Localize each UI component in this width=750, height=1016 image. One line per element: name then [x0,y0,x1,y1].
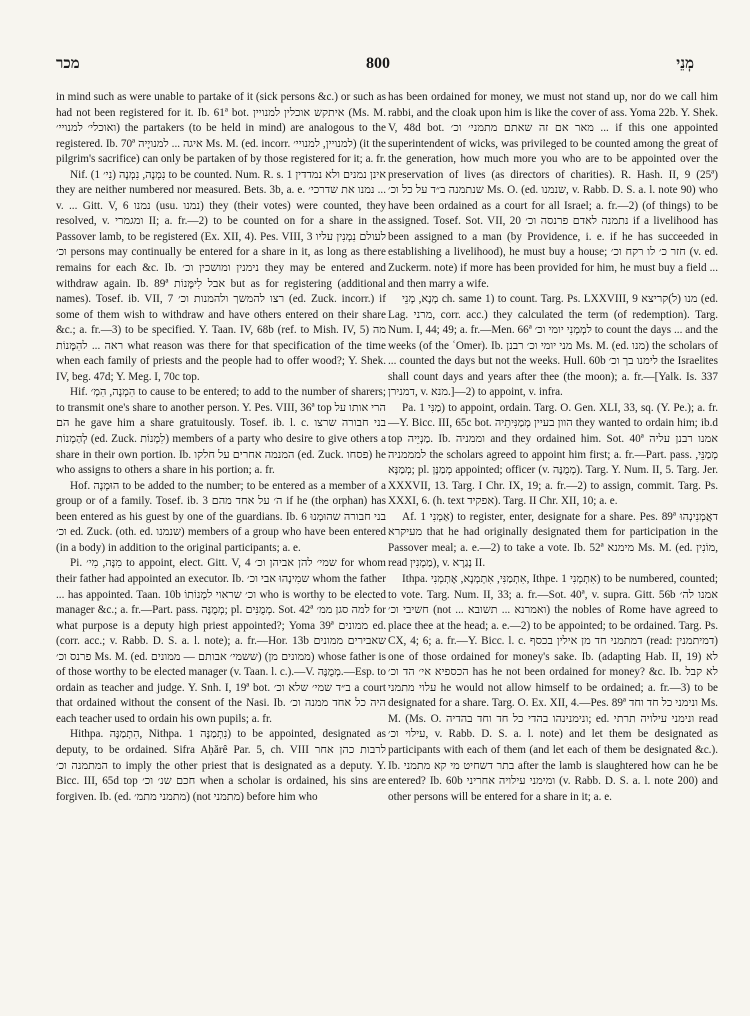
right-paragraph: Af. אַמְנִי 1) to register, enter, designate for a share. Pes. 89ª דאֲמְנִינְהוּ מעיקרא that he had originally designated them for participation in the Passover meal; a. e.—2) to take a vote. Ib. 52ª מימנא Ms. M. (ed. מוֹנִין, read מַמְנִין), v. נְגַרָא II. [388,510,718,570]
left-column [56,90,386,1000]
right-paragraph: Ithpa. אִתְמַנִּי, אִתְמְנָא, אֶתְמְנִי, Ithpe. אִתְמְנִי 1) to be numbered, counted; to vote. Targ. Num. II, 33; a. fr.—Sot. 40ª, v. supra. Gitt. 56b אמנו לה׳ חשיבי וכ׳ (not ... ואמרנא ... תשובא) the nobles of Rome have agreed to place thee at the head; a. e.—2) to be appointed; to be ordained. Targ. Ps. CX, 4; 6; a. fr.—Y. Bicc. l. c. דמתמני חד מן אילין בכסף (read: דמיתמנין) one of those ordained for money's sake. Ib. (adapting Hab. II, 19) לא הכספיא אי׳ הד וכ׳ has he not been ordained for money? &c. Ib. לא קבל עלוי מתמני he would not allow himself to be ordained; a. fr.—3) to be designated for a share. Targ. O. Ex. XII, 4.—Pes. 89ª ונימני כל חד וחד Ms. M. (Ms. O. ונימנינהו בהדי כל חד וחד בהדיה; ed. ונימני עילויה תרתי read עילוי וכ׳, v. Rabb. D. S. a. l. note) and let them be designated as participants with each of them (and let each of them be designated &c.). Ib. בתר דשחיט מי קא מתמני after the lamb is slaughtered how can he be entered? Ib. 60b ומימני עילויה אחריני (v. Rabb. D. S. a. l. note 200) and other persons will be entered for a share in it; a. e. [388,572,718,803]
header-left-word: מכר [56,55,80,72]
left-paragraph: Hithpa. הִתְמַנָּה, Nithpa. נִתְמַנָּה 1) to be appointed, designated as deputy, to be ordained. Sifra Aḥărê Par. 5, ch. VIII לרבות כהן אחר המתמנה וכ׳ to imply the other priest that is designated as a deputy. Y. Bicc. III, 65d top חכם שנ׳ וכ׳ when a scholar is ordained, his sins are forgiven. Ib. (ed. מתמני מתמ׳) (not מתמני) before him who [56,728,386,803]
left-paragraph: Pi. מִנָּה, מִי׳ to appoint, elect. Gitt. V, 4 שמי׳ להן אביהן וכ׳ for whom their father had appointed an executor. Ib. שמִינָהוּ אבי וכ׳ whom the father ... has appointed. Taan. 10b וכ׳ שראוי למְנוֹתוֹ who is worthy to be elected manager &c.; a. fr.—Part. pass. מְמֻנֶּה; pl. מְמֻנִּים. Sot. 42ª למה סגן ממ׳ for what purpose is a deputy high priest appointed?; Yoma 39ª ממונים ed. (corr. acc.; v. Rabb. D. S. a. l. note); a. fr.—Hor. 13b שאבירים ממונים פרנס וכ׳ Ms. M. (ed. ששמי׳ אבותם — ממונים) (ממונים מן) whose father is of those worthy to be elected manager (v. Taan. l. c.).—V. מְמֻנֶּה.—Esp. to ordain as teacher and judge. Y. Snh. I, 19ª bot. ב״ד שמי׳ שלא וכ׳ a court that ordained without the consent of the Nasi. Ib. היה כל אחד ממנה וכ׳ each teacher used to ordain his own pupils; a. fr. [56,557,386,725]
header-right-word: מְנֵי [676,55,694,72]
left-paragraph: Hif. הִמְנָה, הִמְ׳ to cause to be entered; to add to the number of sharers; to transmit one's share to another person. Y. Pes. VIII, 36ª top הרי אותו על הם he gave him a share gratuitously. Tosef. ib. l. c. בני חבורה שרצו לְהַמְנוֹת (ed. Zuck. לִמְנוֹת) members of a party who desire to give others a share in their own portion. Ib. המנמה אחרים על חלקו (ed. Zuck. פסחו) he who assigns to others a share in his portion; a. fr. [56,386,386,477]
left-paragraph: Nif. נִמְנָה, נִמְנָה (נִי׳ 1) to be counted. Num. R. s. 1 אינן נמנים ולא נמדדין they are neither numbered nor measured. Bets. 3b, a. e. נמנו את שדרכי׳ ... v. ... Gitt. V, 6 נמנו (usu. נמנו) they (their votes) were counted, they resolved, v. ומגמרי II; a. fr.—2) to be counted on for a share in the Passover lamb, to be registered (Ex. XII, 4). Pes. VIII, 3 לעולם נִמְנִין עליו וכ׳ persons may continually be entered for a share in it, as long as there remains for each &c. Ib. נימנין ומושכין וכ׳ they may be entered and withdraw again. Ib. 89ª אבל לִימָּנוֹת but as for registering (additional names). Tosef. ib. VII, 7 רצו להמשך ולהמנות וכ׳ (ed. Zuck. incorr.) if some of them wish to withdraw and have others entered on their share &c.; a. fr.—3) to be specified. Y. Taan. IV, 68b (ref. to Mish. IV, 5) מה ראה ... להִמָּנוֹת what reason was there for that specification of the time when each family of priests and the people had to offer wood?; Y. Shek. IV, beg. 47d; Y. Meg. I, 70c top. [56,168,386,383]
right-column [388,90,718,1000]
right-paragraph: Pa. מַנִּי 1) to appoint, ordain. Targ. O. Gen. XLI, 33, sq. (Y. Pe.); a. fr.—Y. Bicc. III, 65c bot. הוון בעיין מְמַנִּיתֵיה they wanted to ordain him; ib.d top מַנְיֵיה. Ib. וממניה and they ordained him. Sot. 40ª אמנו רבנן עליה למממניה the scholars agreed to appoint him first; a. fr.—Part. pass. מְמַנֵּי, מְמַנָּא; pl. מְמַנָּן appointed; officer (v. מְמֻנֶּה). Targ. Y. Num. II, 5. Targ. Jer. XXXVII, 13. Targ. I Chr. IX, 19; a. fr.—2) to assign, commit. Targ. Ps. XXXI, 6. (h. text אפקיד). Targ. II Chr. XII, 10; a. e. [388,401,718,508]
page-number: 800 [365,55,390,72]
right-paragraph: מְנָא, מְנֵי ch. same 1) to count. Targ. Ps. LXXVIII, 9 מנו (ל)קריצא (ed. Lag. מרני, corr. acc.) they calculated the term (of redemption). Targ. Num. I, 44; 49; a. fr.—Men. 66ª למְמְנִי יומי וכ׳ to count the days ... and the weeks (of the ʿOmer). Ib. מני יומי וכ׳ רבנן Ms. M. (ed. מנו) the scholars of ... counted the days but not the weeks. Hull. 60b לימנו בך וכ׳ the Israelites shall count days and years after thee (the moon); a. fr.—[Yalk. Is. 337 דמנירן, v. מנא.]—2) to appoint, v. infra. [388,293,718,399]
left-paragraph: in mind such as were unable to partake of it (sick persons &c.) or such as had not been registered for it. Ib. 61ª bot. איתקש אוכלין למנויין (Ms. M. ואוכלי׳ למנויי׳) the partakers (to be held in mind) are analogous to the registered. Ib. 70ª איגה ... למנויָיה Ms. M. (ed. incorr. למנויין, למנויי׳) (it the pilgrim's sacrifice) can only be partaken of by those registered for it; a. fr. [56,91,386,166]
right-paragraph: has been ordained for money, we must not stand up, nor do we call him rabbi, and the cloak upon him is like the cover of ass. Yoma 22b. Y. Shek. V, 48d bot. מאר אם זה שאתם מתמני׳ וכ׳ ... if this one appointed superintendent of wicks, was privileged to be counted among the great of the generation, how much more you who are to be appointed over the preservation of lives (as directors of charities). R. Hash. II, 9 (25ª) שנתמנה ב״ד על כל וכ׳ Ms. O. (ed. שנמנו, v. Rabb. D. S. a. l. note 90) who have been ordained as a court for all Israel; a. fr.—2) (of things) to be assigned. Tosef. Sot. VII, 20 נתמנה לאדם פרנסה וכ׳ if a livelihood has been assigned to a man (by Providence, i. e. if he has succeeded in establishing a livelihood), he must buy a house; חזר כ׳ לו רקח וכ׳ (v. ed. Zuckerm. note) if more has been provided for him, he must buy a field ... and then marry a wife. [388,91,718,290]
left-paragraph: Hof. הוּמְנָה to be added to the number; to be entered as a member of a group or of a family. Tosef. ib. 3 ה׳ על אחד מהם if he (the orphan) has been entered as his guest by one of the guardians. Ib. 6 בני חבורה שהוּמְנוּ וכ׳ ed. Zuck. (oth. ed. שנמנו) members of a group who have been entered (in a body) in addition to the original participants; a. e. [56,479,386,554]
running-header [56,52,694,76]
